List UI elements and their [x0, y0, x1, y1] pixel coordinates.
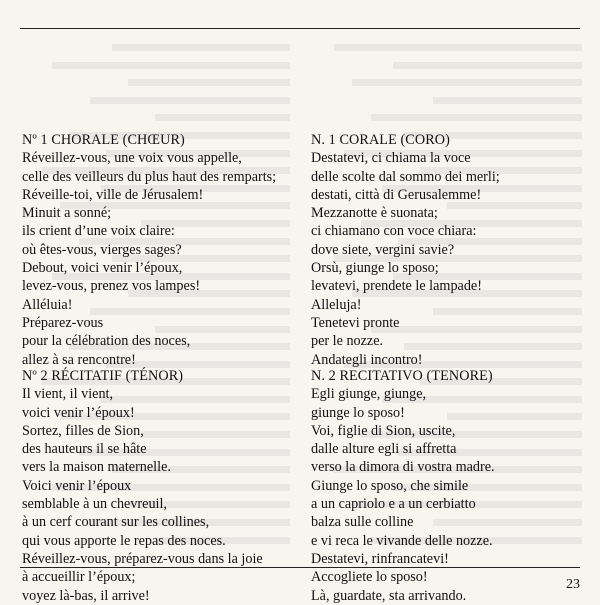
bleed-bar [52, 62, 290, 69]
section-corale-italian [311, 131, 573, 369]
bleed-bar [90, 97, 290, 104]
verse-line: destati, città di Gerusalemme! [311, 186, 482, 203]
verse-line: giunge lo sposo! [311, 404, 405, 421]
section-heading: N. 2 RECITATIVO (TENORE) [311, 368, 493, 384]
verse-line: où êtes-vous, vierges sages? [22, 241, 182, 258]
bleed-line [20, 38, 290, 56]
bleed-bar [128, 79, 290, 86]
bleed-bar [112, 44, 290, 51]
section-heading: Nº 2 RÉCITATIF (TÉNOR) [22, 368, 184, 384]
section-recitativo-italian [311, 367, 573, 605]
bleed-line [20, 56, 290, 74]
verse-line: Destatevi, rinfrancatevi! [311, 550, 449, 567]
bleed-line [312, 56, 582, 74]
verse-line: Réveillez-vous, préparez-vous dans la joie [22, 550, 263, 567]
bleed-line [312, 73, 582, 91]
bleed-line [20, 91, 290, 109]
verse-line: Minuit a sonné; [22, 205, 112, 222]
verse-line: Sortez, filles de Sion, [22, 422, 144, 439]
verse-line: levez-vous, prenez vos lampes! [22, 278, 201, 295]
section-heading: Nº 1 CHORALE (CHŒUR) [22, 132, 185, 148]
verse-line: dalle alture egli si affretta [311, 441, 457, 458]
verse-line: Debout, voici venir l’époux, [22, 260, 183, 277]
bleed-bar [371, 114, 582, 121]
verse-line: Andategli incontro! [311, 351, 423, 368]
verse-line: qui vous apporte le repas des noces. [22, 532, 226, 549]
bleed-line [20, 108, 290, 126]
verse-line: Orsù, giunge lo sposo; [311, 260, 439, 277]
verse-line: Réveille-toi, ville de Jérusalem! [22, 186, 204, 203]
verse-line: vers la maison maternelle. [22, 459, 171, 476]
verse-lines [22, 149, 284, 369]
section-recitatif-french [22, 367, 284, 605]
verse-line: voici venir l’époux! [22, 404, 135, 421]
verse-line: levatevi, prendete le lampade! [311, 278, 482, 295]
bleed-bar [434, 97, 583, 104]
top-rule [20, 28, 580, 29]
verse-line: Il vient, il vient, [22, 386, 114, 403]
verse-line: à accueillir l’époux; [22, 569, 136, 586]
bleed-bar [393, 62, 582, 69]
verse-line: des hauteurs il se hâte [22, 441, 147, 458]
verse-line: Préparez-vous [22, 314, 104, 331]
bleed-bar [334, 44, 582, 51]
verse-line: pour la célébration des noces, [22, 333, 191, 350]
verse-line: delle scolte dal sommo dei merli; [311, 168, 500, 185]
verse-line: à un cerf courant sur les collines, [22, 514, 210, 531]
bleed-line [312, 108, 582, 126]
verse-line: Mezzanotte è suonata; [311, 205, 438, 222]
verse-line: celle des veilleurs du plus haut des remparts; [22, 168, 277, 185]
bleed-line [20, 73, 290, 91]
bleed-line [312, 91, 582, 109]
verse-lines [311, 385, 573, 605]
verse-line: balza sulle colline [311, 514, 414, 531]
verse-line: allez à sa rencontre! [22, 351, 136, 368]
verse-line: a un capriolo e a un cerbiatto [311, 496, 476, 513]
verse-lines [311, 149, 573, 369]
verse-line: Destatevi, ci chiama la voce [311, 150, 471, 167]
verse-line: verso la dimora di vostra madre. [311, 459, 495, 476]
verse-line: ci chiamano con voce chiara: [311, 223, 477, 240]
verse-line: semblable à un chevreuil, [22, 496, 167, 513]
bleed-bar [353, 79, 583, 86]
verse-line: Tenetevi pronte [311, 314, 400, 331]
verse-line: Réveillez-vous, une voix vous appelle, [22, 150, 242, 167]
verse-line: Accogliete lo sposo! [311, 569, 428, 586]
verse-line: Alleluja! [311, 296, 362, 313]
verse-line: per le nozze. [311, 333, 384, 350]
section-heading: N. 1 CORALE (CORO) [311, 132, 450, 148]
verse-line: Voi, figlie di Sion, uscite, [311, 422, 456, 439]
bleed-line [312, 38, 582, 56]
verse-line: e vi reca le vivande delle nozze. [311, 532, 493, 549]
verse-line: ils crient d’une voix claire: [22, 223, 175, 240]
verse-line: Egli giunge, giunge, [311, 386, 427, 403]
section-chorale-french [22, 131, 284, 369]
verse-line: dove siete, vergini savie? [311, 241, 455, 258]
verse-line: voyez là-bas, il arrive! [22, 587, 150, 604]
verse-line: Alléluia! [22, 296, 73, 313]
bottom-rule [20, 567, 580, 568]
page-number: 23 [566, 577, 580, 592]
verse-lines [22, 385, 284, 605]
verse-line: Voici venir l’époux [22, 477, 132, 494]
verse-line: Là, guardate, sta arrivando. [311, 587, 467, 604]
verse-line: Giunge lo sposo, che simile [311, 477, 469, 494]
bleed-bar [155, 114, 290, 121]
